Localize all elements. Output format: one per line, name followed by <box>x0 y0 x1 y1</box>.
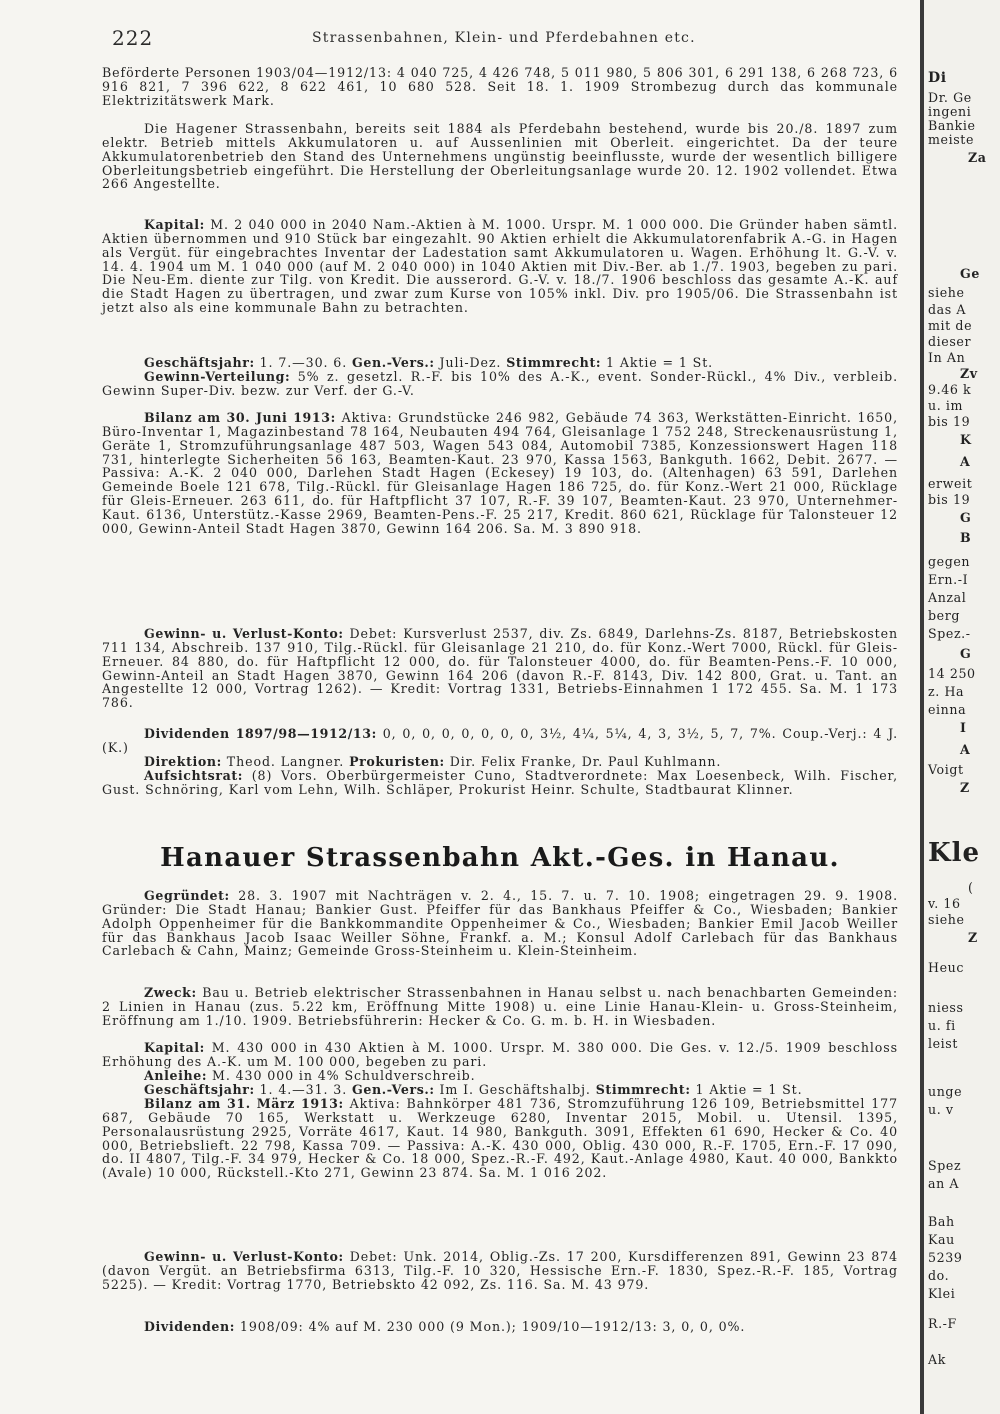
hagen-management-label: Direktion: <box>144 754 222 769</box>
adjacent-fragment: z. Ha <box>928 684 965 699</box>
adjacent-fragment: Bankie <box>928 118 976 133</box>
adjacent-fragment: R.-F <box>928 1316 957 1331</box>
adjacent-fragment: einna <box>928 702 967 717</box>
hanau-founded-label: Gegründet: <box>144 888 230 903</box>
adjacent-fragment: Dr. Ge <box>928 90 972 105</box>
adjacent-fragment: berg <box>928 608 960 623</box>
hagen-history <box>102 122 898 191</box>
hanau-founded <box>102 889 898 958</box>
hanau-vote-text: 1 Aktie = 1 St. <box>690 1082 803 1097</box>
adjacent-fragment: Klei <box>928 1286 956 1301</box>
adjacent-fragment: Di <box>928 70 947 86</box>
hanau-genvers-text: Im I. Geschäftshalbj. <box>434 1082 596 1097</box>
hanau-loan <box>102 1069 898 1083</box>
hagen-balance-text: Aktiva: Grundstücke 246 982, Gebäude 74 363, Werkstätten-Einricht. 1650, Büro-Inventar 1, Magazinbestand 78 164, Neubauten 494 764, Gleisanlage 1 752 248, Streckenausrüstung 1, Geräte 1, Stromzuführungsanlage 487 503, Wagen 543 084, Automobil 7385, Konzessionswert Hagen 118 731, hinterlegte Sicherheiten 56 163, Beamten-Kaut. 23 970, Kassa 1563, Bankguth. 1662, Debit. 2677. — Passiva: A.-K. 2 040 000, Darlehen Stadt Hagen (Eckesey) 19 103, do. (Altenhagen) 63 591, Darlehen Gemeinde Boele 121 678, Tilg.-Rückl. für Gleisanlage Hagen 186 725, do. für Konz.-Wert 21 000, Rücklage für Gleis-Erneuer. 263 611, do. für Haftpflicht 37 107, R.-F. 39 107, Beamten-Kaut. 23 970, Unternehmer-Kaut. 6136, Unterstütz.-Kasse 2969, Beamten-Pens.-F. 25 217, Kredit. 860 621, Rücklage für Talonsteuer 12 000, Gewinn-Anteil Stadt Hagen 3870, Gewinn 164 206. Sa. M. 3 890 918. <box>102 410 898 536</box>
hanau-balance <box>102 1097 898 1180</box>
hanau-fiscal-line <box>102 1083 898 1097</box>
hagen-fiscal-text: 1. 7.—30. 6. <box>254 355 353 370</box>
hanau-dividends-label: Dividenden: <box>144 1319 236 1334</box>
hagen-capital <box>102 218 898 315</box>
hanau-dividends-text: 1908/09: 4% auf M. 230 000 (9 Mon.); 1909/10—1912/13: 3, 0, 0, 0%. <box>235 1319 746 1334</box>
hagen-passengers <box>102 66 898 108</box>
adjacent-fragment: ( <box>968 880 974 895</box>
hagen-dividends-text: 0, 0, 0, 0, 0, 0, 0, 0, 3½, 4¼, 5¼, 4, 3, 3½, 5, 7, 7%. Coup.-Verj.: 4 J. (K.) <box>102 726 898 755</box>
adjacent-fragment: Za <box>968 150 987 165</box>
hanau-fiscal-text: 1. 4.—31. 3. <box>254 1082 353 1097</box>
adjacent-fragment: u. im <box>928 398 964 413</box>
adjacent-fragment: meiste <box>928 132 974 147</box>
hagen-supervisory-board <box>102 769 898 797</box>
adjacent-fragment: I <box>960 720 967 735</box>
hagen-dividends-label: Dividenden 1897/98—1912/13: <box>144 726 377 741</box>
page-number: 222 <box>112 26 154 50</box>
hanau-loan-text: M. 430 000 in 4% Schuldverschreib. <box>207 1068 476 1083</box>
hagen-capital-label: Kapital: <box>144 217 205 232</box>
hagen-supervisory-label: Aufsichtsrat: <box>144 768 244 783</box>
adjacent-fragment: v. 16 <box>928 896 961 911</box>
adjacent-fragment: 9.46 k <box>928 382 972 397</box>
hanau-vote-label: Stimmrecht: <box>595 1082 691 1097</box>
adjacent-fragment: Heuc <box>928 960 964 975</box>
adjacent-fragment: G <box>960 646 972 661</box>
adjacent-fragment: Anzal <box>928 590 967 605</box>
hanau-purpose <box>102 986 898 1028</box>
adjacent-fragment: 14 250 <box>928 666 976 681</box>
hagen-genvers-text: Juli-Dez. <box>434 355 507 370</box>
adjacent-fragment: das A <box>928 302 967 317</box>
hagen-balance-label: Bilanz am 30. Juni 1913: <box>144 410 336 425</box>
adjacent-fragment: siehe <box>928 912 965 927</box>
adjacent-fragment: K <box>960 432 972 447</box>
hagen-pl-text: Debet: Kursverlust 2537, div. Zs. 6849, Darlehns-Zs. 8187, Betriebskosten 711 134, Abschreib. 137 910, Tilg.-Rückl. für Gleisanlage 21 210, do. für Konz.-Wert 7000, Rückl. für Gleis-Erneuer. 84 880, do. für Haftpflicht 12 000, do. für Talonsteuer 4000, do. für Beamten-Pens.-F. 10 000, Gewinn-Anteil an Stadt Hagen 3870, Gewinn 164 206 (davon R.-F. 8143, Div. 142 800, Grat. u. Tant. an Angestellte 12 000, Vortrag 1262). — Kredit: Vortrag 1331, Betriebs-Einnahmen 1 172 455. Sa. M. 1 173 786. <box>102 626 898 711</box>
hagen-management <box>102 755 898 769</box>
hagen-passengers-text: Beförderte Personen 1903/04—1912/13: 4 040 725, 4 426 748, 5 011 980, 5 806 301, 6 291 138, 6 268 723, 6 916 821, 7 396 622, 8 622 461, 10 680 528. Seit 18. 1. 1909 Strombezug durch das kommunale Elektrizitätswerk Mark. <box>102 65 898 108</box>
hanau-dividends <box>102 1320 898 1334</box>
adjacent-fragment: G <box>960 510 972 525</box>
hagen-vote-label: Stimmrecht: <box>506 355 602 370</box>
hagen-profit-distribution-text: 5% z. gesetzl. R.-F. bis 10% des A.-K., event. Sonder-Rückl., 4% Div., verbleib. Gewinn Super-Div. bezw. zur Verf. der G.-V. <box>102 369 898 398</box>
adjacent-fragment: Zv <box>960 366 978 381</box>
hagen-pl-label: Gewinn- u. Verlust-Konto: <box>144 626 344 641</box>
adjacent-fragment: Voigt <box>928 762 964 777</box>
hanau-balance-text: Aktiva: Bahnkörper 481 736, Stromzuführung 126 109, Betriebsmittel 177 687, Gebäude 70 165, Werkstatt u. Werkzeuge 6280, Inventar 2015, Mobil. u. Utensil. 1395, Personalausrüstung 2925, Vorräte 4617, Kaut. 14 980, Bankguth. 3091, Effekten 61 690, Hecker & Co. 40 000, Betriebslieft. 22 798, Kassa 709. — Passiva: A.-K. 430 000, Oblig. 430 000, R.-F. 1705, Ern.-F. 17 090, do. II 4807, Tilg.-F. 34 979, Hecker & Co. 18 000, Spez.-R.-F. 492, Kaut.-Anlage 4980, Kaut. 40 000, Bankkto (Avale) 10 000, Rückstell.-Kto 271, Gewinn 23 874. Sa. M. 1 016 202. <box>102 1096 898 1181</box>
hanau-purpose-label: Zweck: <box>144 985 197 1000</box>
adjacent-fragment: A <box>960 742 971 757</box>
hanau-pl-text: Debet: Unk. 2014, Oblig.-Zs. 17 200, Kursdifferenzen 891, Gewinn 23 874 (davon Vergüt. an Betriebsfirma 6313, Tilg.-F. 10 320, Hessische Ern.-F. 1830, Spez.-R.-F. 185, Vortrag 5225). — Kredit: Vortrag 1770, Betriebskto 42 092, Zs. 116. Sa. M. 43 979. <box>102 1249 899 1292</box>
adjacent-fragment: Kau <box>928 1232 955 1247</box>
adjacent-fragment: Ak <box>928 1352 946 1367</box>
adjacent-fragment: Ern.-I <box>928 572 969 587</box>
section-title-hanau: Hanauer Strassenbahn Akt.-Ges. in Hanau. <box>160 843 840 873</box>
adjacent-fragment: u. v <box>928 1102 954 1117</box>
hanau-fiscal-label: Geschäftsjahr: <box>144 1082 255 1097</box>
hagen-capital-text: M. 2 040 000 in 2040 Nam.-Aktien à M. 1000. Urspr. M. 1 000 000. Die Gründer haben sämtl. Aktien übernommen und 910 Stück bar eingezahlt. 90 Aktien erhielt die Akkumulatorenfabrik A.-G. in Hagen als Vergüt. für eingebrachtes Inventar der Ladestation samt Akkumulatoren u. Wagen. Erhöhung lt. G.-V. v. 14. 4. 1904 um M. 1 040 000 (auf M. 2 040 000) in 1040 Aktien mit Div.-Ber. ab 1./7. 1903, begeben zu pari. Die Neu-Em. diente zur Tilg. von Kredit. Die ausserord. G.-V. v. 18./7. 1906 beschloss das gesamte A.-K. auf die Stadt Hagen zu übertragen, und zwar zum Kurse von 105% inkl. Div. pro 1905/06. Die Strassenbahn ist jetzt also als eine kommunale Bahn zu betrachten. <box>102 217 898 316</box>
hanau-founded-text: 28. 3. 1907 mit Nachträgen v. 2. 4., 15. 7. u. 7. 10. 1908; eingetragen 29. 9. 1908. Gründer: Die Stadt Hanau; Bankier Gust. Pfeiffer für das Bankhaus Pfeiffer & Co., Wiesbaden; Bankier Adolph Oppenheimer für die Bankkommandite Oppenheimer & Co., Wiesbaden; Bankier Emil Jacob Weiller für das Bankhaus Jacob Isaac Weiller Söhne, Frankf. a. M.; Konsul Adolf Carlebach für das Bankhaus Carlebach & Cahn, Mainz; Gemeinde Gross-Steinheim u. Klein-Steinheim. <box>102 888 898 959</box>
running-head: Strassenbahnen, Klein- und Pferdebahnen etc. <box>312 30 696 46</box>
adjacent-fragment: Z <box>968 930 978 945</box>
adjacent-fragment: u. fi <box>928 1018 956 1033</box>
adjacent-fragment: erweit <box>928 476 973 491</box>
adjacent-page-strip <box>920 0 1000 1414</box>
hagen-fiscal-label: Geschäftsjahr: <box>144 355 255 370</box>
adjacent-fragment: mit de <box>928 318 973 333</box>
adjacent-fragment: bis 19 <box>928 492 971 507</box>
adjacent-fragment: dieser <box>928 334 972 349</box>
adjacent-fragment: 5239 <box>928 1250 963 1265</box>
hagen-proxies-label: Prokuristen: <box>349 754 445 769</box>
adjacent-fragment: leist <box>928 1036 959 1051</box>
hagen-dividends <box>102 727 898 755</box>
adjacent-fragment: ingeni <box>928 104 972 119</box>
adjacent-fragment: gegen <box>928 554 971 569</box>
adjacent-fragment: Spez.- <box>928 626 971 641</box>
hanau-purpose-text: Bau u. Betrieb elektrischer Strassenbahnen in Hanau selbst u. nach benachbarten Gemeinden: 2 Linien in Hanau (zus. 5.22 km, Eröffnung Mitte 1908) u. eine Linie Hanau-Klein- u. Gross-Steinheim, Eröffnung am 1./10. 1909. Betriebsführerin: Hecker & Co. G. m. b. H. in Wiesbaden. <box>102 985 898 1028</box>
adjacent-fragment: do. <box>928 1268 950 1283</box>
hagen-fiscal-line <box>102 356 898 370</box>
adjacent-fragment: In An <box>928 350 966 365</box>
hanau-balance-label: Bilanz am 31. März 1913: <box>144 1096 344 1111</box>
hagen-supervisory-text: (8) Vors. Oberbürgermeister Cuno, Stadtverordnete: Max Loesenbeck, Wilh. Fischer, Gust. Schnöring, Karl vom Lehn, Wilh. Schläper, Prokurist Heinr. Schulte, Stadtbaurat Klinner. <box>102 768 898 797</box>
adjacent-fragment: Spez <box>928 1158 962 1173</box>
hagen-management-text: Theod. Langner. <box>221 754 350 769</box>
hagen-vote-text: 1 Aktie = 1 St. <box>601 355 714 370</box>
adjacent-fragment: Bah <box>928 1214 955 1229</box>
hagen-history-text: Die Hagener Strassenbahn, bereits seit 1884 als Pferdebahn bestehend, wurde bis 20./8. 1897 zum elektr. Betrieb mittels Akkumulatoren u. auf Aussenlinien mit Oberleit. eingerichtet. Da der teure Akkumulatorenbetrieb den Stand des Unternehmens ungünstig beeinflusste, wurde der wesentlich billigere Oberleitungsbetrieb eingeführt. Die Herstellung der Oberleitungsanlage wurde 20. 12. 1902 vollendet. Etwa 266 Angestellte. <box>102 121 898 192</box>
hagen-profit-distribution <box>102 370 898 398</box>
hanau-loan-label: Anleihe: <box>144 1068 208 1083</box>
hagen-proxies-text: Dir. Felix Franke, Dr. Paul Kuhlmann. <box>444 754 722 769</box>
hagen-profit-distribution-label: Gewinn-Verteilung: <box>144 369 291 384</box>
hanau-pl-account <box>102 1250 898 1292</box>
hanau-genvers-label: Gen.-Vers.: <box>352 1082 435 1097</box>
adjacent-fragment: siehe <box>928 285 965 300</box>
hagen-pl-account <box>102 627 898 710</box>
adjacent-fragment: A <box>960 454 971 469</box>
hanau-capital <box>102 1041 898 1069</box>
adjacent-fragment: B <box>960 530 972 545</box>
adjacent-fragment: Z <box>960 780 970 795</box>
adjacent-fragment: niess <box>928 1000 964 1015</box>
hagen-balance <box>102 411 898 536</box>
adjacent-fragment: Ge <box>960 266 980 281</box>
hagen-genvers-label: Gen.-Vers.: <box>352 355 435 370</box>
hanau-pl-label: Gewinn- u. Verlust-Konto: <box>144 1249 344 1264</box>
adjacent-fragment: Kle <box>928 838 981 868</box>
hanau-capital-text: M. 430 000 in 430 Aktien à M. 1000. Urspr. M. 380 000. Die Ges. v. 12./5. 1909 beschloss Erhöhung des A.-K. um M. 100 000, begeben zu pari. <box>102 1040 898 1069</box>
adjacent-fragment: bis 19 <box>928 414 971 429</box>
adjacent-fragment: an A <box>928 1176 960 1191</box>
adjacent-fragment: unge <box>928 1084 963 1099</box>
hanau-capital-label: Kapital: <box>144 1040 205 1055</box>
